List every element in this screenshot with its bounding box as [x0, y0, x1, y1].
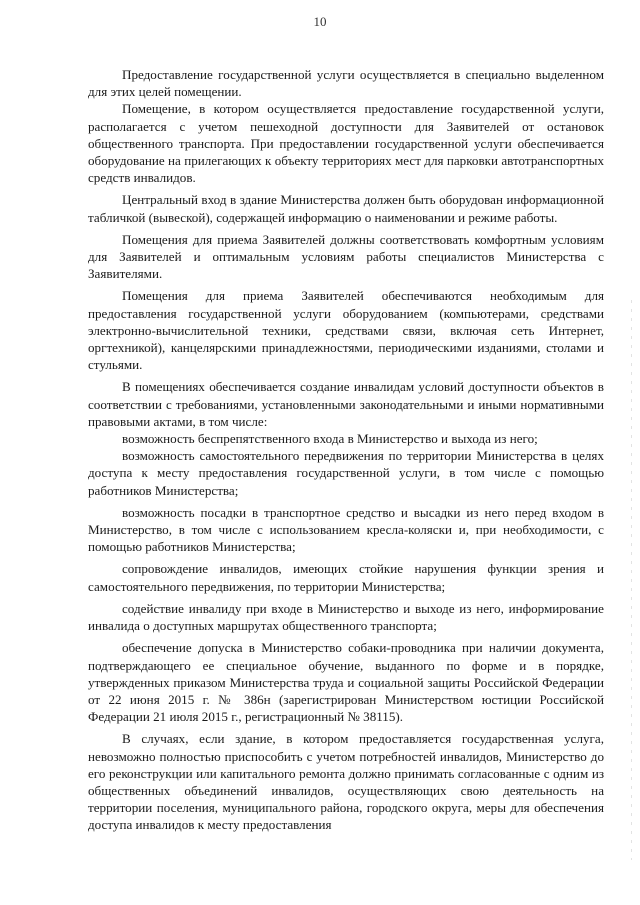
list-item: содействие инвалиду при входе в Министерство и выходе из него, информирование инвалида о доступных маршрутах общественного транспорта; [88, 600, 604, 634]
list-item: возможность беспрепятственного входа в Министерство и выхода из него; [122, 431, 538, 447]
list-item: возможность самостоятельного передвижения по территории Министерства в целях доступа к месту предоставления государственной услуги, в том числе с помощью работников Министерства; [88, 448, 604, 498]
paragraph: Помещения для приема Заявителей должны соответствовать комфортным условиям для Заявителей и оптимальным условиям работы специалистов Министерства с Заявителями. [88, 231, 604, 282]
paragraph: Помещения для приема Заявителей обеспечиваются необходимым для предоставления государственной услуги оборудованием (компьютерами, средствами электронно-вычислительной техники, средствами связи, включая сеть Интернет, оргтехникой), канцелярскими принадлежностями, периодическими изданиями, столами и стульями. [88, 288, 604, 373]
list-item: сопровождение инвалидов, имеющих стойкие нарушения функции зрения и самостоятельного передвижения, по территории Министерства; [88, 561, 604, 594]
list-item: обеспечение допуска в Министерство собаки-проводника при наличии документа, подтверждающего ее специальное обучение, выданного по форме и в порядке, утвержденных приказом Министерства труда и социальной защиты Российской Федерации от 22 июня 2015 г. № 386н (зарегистрирован Министерством юстиции Российской Федерации 21 июля 2015 г., регистрационный № 38115). [88, 640, 604, 725]
paragraph: Помещение, в котором осуществляется предоставление государственной услуги, располагается с учетом пешеходной доступности для Заявителей от остановок общественного транспорта. При предоставлении государственной услуги обеспечивается оборудование на прилегающих к объекту территориях мест для парковки автотранспортных средств инвалидов. [88, 101, 604, 186]
paragraph: Предоставление государственной услуги осуществляется в специально выделенном для этих целей помещении. [88, 67, 604, 100]
paragraph: В помещениях обеспечивается создание инвалидам условий доступности объектов в соответствии с требованиями, установленными законодательными и иными нормативными правовыми актами, в том числе: [88, 379, 604, 429]
list-item: возможность посадки в транспортное средство и высадки из него перед входом в Министерство, в том числе с использованием кресла-коляски и, при необходимости, с помощью работников Министерства; [88, 504, 604, 555]
scan-edge-artifact [631, 300, 632, 860]
page-number: 10 [313, 14, 327, 29]
paragraph: Центральный вход в здание Министерства должен быть оборудован информационной табличкой (вывеской), содержащей информацию о наименовании и режиме работы. [88, 192, 604, 225]
paragraph: В случаях, если здание, в котором предоставляется государственная услуга, невозможно полностью приспособить с учетом потребностей инвалидов, Министерство до его реконструкции или капитального ремонта должно принимать согласованные с одним из общественных объединений инвалидов, осуществляющих свою деятельность на территории поселения, муниципального района, городского округа, меры для обеспечения доступа инвалидов к месту предоставления [88, 731, 604, 833]
document-body [88, 66, 604, 834]
